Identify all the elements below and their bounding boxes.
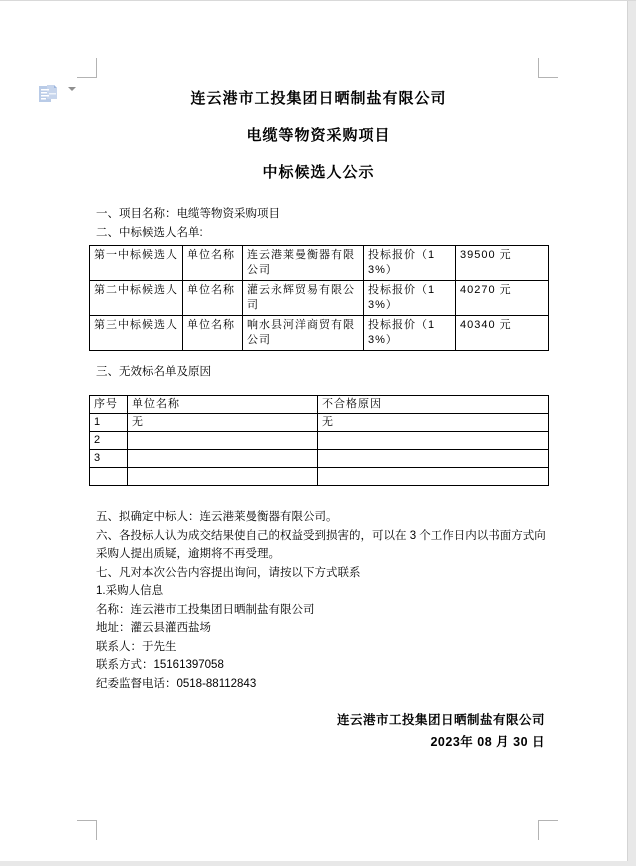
crop-mark-top-right bbox=[538, 58, 558, 78]
candidates-table bbox=[89, 245, 549, 351]
signature-block bbox=[89, 710, 545, 753]
table-cell: 投标报价（13%） bbox=[364, 246, 456, 281]
page-right-gutter bbox=[627, 1, 636, 866]
section-1-project-name: 一、项目名称：电缆等物资采购项目 bbox=[96, 208, 280, 220]
document-title-block bbox=[89, 80, 548, 191]
purchaser-name: 名称：连云港市工投集团日晒制盐有限公司 bbox=[96, 603, 315, 616]
table-header-row bbox=[90, 396, 549, 414]
table-cell: 第三中标候选人 bbox=[90, 316, 183, 351]
crop-mark-top-left bbox=[77, 58, 97, 78]
table-cell: 单位名称 bbox=[183, 281, 243, 316]
crop-mark-bottom-right bbox=[538, 820, 558, 840]
title-project: 电缆等物资采购项目 bbox=[246, 127, 391, 144]
contact-person: 联系人：于先生 bbox=[96, 640, 177, 653]
table-cell: 单位名称 bbox=[183, 316, 243, 351]
table-cell: 无 bbox=[128, 414, 318, 432]
table-header-cell: 单位名称 bbox=[128, 396, 318, 414]
table-cell bbox=[318, 432, 549, 450]
table-row bbox=[90, 450, 549, 468]
supervision-phone: 纪委监督电话：0518-88112843 bbox=[96, 677, 257, 690]
table-cell bbox=[128, 468, 318, 486]
signature-company: 连云港市工投集团日晒制盐有限公司 bbox=[336, 713, 545, 727]
title-announcement: 中标候选人公示 bbox=[262, 164, 375, 181]
section-3-invalid-bids-label: 三、无效标名单及原因 bbox=[96, 366, 211, 378]
table-cell: 第二中标候选人 bbox=[90, 281, 183, 316]
table-cell: 第一中标候选人 bbox=[90, 246, 183, 281]
purchaser-address: 地址：灌云县灌西盐场 bbox=[96, 622, 211, 634]
table-header-cell: 不合格原因 bbox=[318, 396, 549, 414]
crop-mark-bottom-left bbox=[77, 820, 97, 840]
invalid-bids-table bbox=[89, 395, 549, 486]
body-paragraphs bbox=[96, 508, 548, 693]
table-row bbox=[90, 432, 549, 450]
table-cell: 连云港莱曼衡器有限公司 bbox=[243, 246, 364, 281]
table-cell: 单位名称 bbox=[183, 246, 243, 281]
window-top-border bbox=[0, 0, 636, 1]
table-cell: 投标报价（13%） bbox=[364, 316, 456, 351]
table-cell: 1 bbox=[90, 414, 128, 432]
table-cell: 40270 元 bbox=[456, 281, 549, 316]
table-cell: 2 bbox=[90, 432, 128, 450]
table-cell: 响水县河洋商贸有限公司 bbox=[243, 316, 364, 351]
table-cell bbox=[128, 450, 318, 468]
table-cell: 无 bbox=[318, 414, 549, 432]
table-cell: 39500 元 bbox=[456, 246, 549, 281]
signature-date: 2023年 08 月 30 日 bbox=[430, 734, 545, 749]
section-2-candidate-list-label: 二、中标候选人名单: bbox=[96, 227, 203, 239]
contact-phone: 联系方式：15161397058 bbox=[96, 659, 224, 671]
table-row bbox=[90, 316, 549, 351]
table-row bbox=[90, 468, 549, 486]
table-header-cell: 序号 bbox=[90, 396, 128, 414]
table-cell bbox=[128, 432, 318, 450]
page-bottom-gutter bbox=[0, 861, 636, 866]
paragraph-winner: 五、拟确定中标人：连云港莱曼衡器有限公司。 bbox=[96, 511, 338, 523]
table-cell: 3 bbox=[90, 450, 128, 468]
table-cell bbox=[318, 468, 549, 486]
paragraph-contact-intro: 七、凡对本次公告内容提出询问，请按以下方式联系 bbox=[96, 566, 361, 579]
table-cell: 40340 元 bbox=[456, 316, 549, 351]
table-cell bbox=[90, 468, 128, 486]
title-company: 连云港市工投集团日晒制盐有限公司 bbox=[190, 90, 447, 107]
paste-options-button[interactable] bbox=[36, 82, 82, 108]
purchaser-info-label: 1.采购人信息 bbox=[96, 585, 164, 597]
table-cell: 投标报价（13%） bbox=[364, 281, 456, 316]
paste-options-icon bbox=[38, 84, 58, 105]
table-row bbox=[90, 414, 549, 432]
paragraph-objection: 六、各投标人认为成交结果使自己的权益受到损害的，可以在 3 个工作日内以书面方式向采购人提出质疑，逾期将不再受理。 bbox=[96, 529, 546, 560]
table-row bbox=[90, 246, 549, 281]
table-cell bbox=[318, 450, 549, 468]
table-cell: 灌云永辉贸易有限公司 bbox=[243, 281, 364, 316]
table-row bbox=[90, 281, 549, 316]
paste-dropdown-arrow-icon[interactable] bbox=[68, 91, 77, 109]
